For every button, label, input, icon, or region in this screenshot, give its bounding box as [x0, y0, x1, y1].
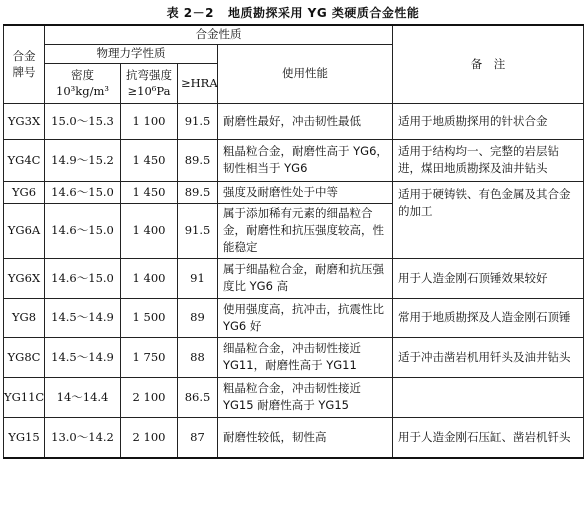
hra-cell: 89.5 [178, 181, 218, 203]
density-cell: 15.0～15.3 [45, 103, 121, 139]
grade-cell: YG6 [4, 181, 45, 203]
remarks-cell [393, 377, 584, 417]
remarks-cell: 常用于地质勘探及人造金刚石顶锤 [393, 298, 584, 337]
grade-cell: YG4C [4, 139, 45, 181]
strength-cell: 1 450 [121, 139, 178, 181]
remarks-cell: 适于冲击凿岩机用钎头及油井钻头 [393, 337, 584, 377]
table-row [4, 103, 584, 139]
grade-cell: YG8C [4, 337, 45, 377]
header-grade: 合金 牌号 [4, 25, 45, 103]
strength-cell: 1 500 [121, 298, 178, 337]
table-row [4, 258, 584, 298]
remarks-cell: 适用于硬铸铁、有色金属及其合金的加工 [393, 181, 584, 258]
density-cell: 14.5～14.9 [45, 298, 121, 337]
hra-cell: 87 [178, 417, 218, 458]
performance-cell: 使用强度高，抗冲击，抗震性比 YG6 好 [218, 298, 393, 337]
table-title: 地质勘探采用 YG 类硬质合金性能 [227, 6, 420, 20]
performance-cell: 耐磨性最好，冲击韧性最低 [218, 103, 393, 139]
remarks-cell: 用于人造金刚石顶锤效果较好 [393, 258, 584, 298]
performance-cell: 属于添加稀有元素的细晶粒合金，耐磨性和抗压强度较高，性能稳定 [218, 203, 393, 258]
hra-cell: 88 [178, 337, 218, 377]
table-caption [0, 4, 586, 21]
header-remarks: 备 注 [393, 25, 584, 103]
grade-cell: YG11C [4, 377, 45, 417]
strength-cell: 2 100 [121, 377, 178, 417]
table-row [4, 181, 584, 203]
performance-cell: 粗晶粒合金，冲击韧性接近 YG15 耐磨性高于 YG15 [218, 377, 393, 417]
performance-cell: 耐磨性较低，韧性高 [218, 417, 393, 458]
density-cell: 14.6～15.0 [45, 203, 121, 258]
remarks-cell: 用于人造金刚石压缸、凿岩机钎头 [393, 417, 584, 458]
header-alloy-properties: 合金性质 [45, 25, 393, 44]
grade-cell: YG6A [4, 203, 45, 258]
header-performance: 使用性能 [218, 44, 393, 103]
density-cell: 13.0～14.2 [45, 417, 121, 458]
performance-cell: 粗晶粒合金，耐磨性高于 YG6，韧性相当于 YG6 [218, 139, 393, 181]
strength-cell: 2 100 [121, 417, 178, 458]
header-hra: ≥HRA [178, 63, 218, 103]
strength-cell: 1 450 [121, 181, 178, 203]
hra-cell: 89.5 [178, 139, 218, 181]
table-row [4, 337, 584, 377]
header-bending-strength: 抗弯强度 ≥10⁶Pa [121, 63, 178, 103]
remarks-cell: 适用于地质勘探用的针状合金 [393, 103, 584, 139]
grade-cell: YG15 [4, 417, 45, 458]
performance-cell: 强度及耐磨性处于中等 [218, 181, 393, 203]
strength-cell: 1 100 [121, 103, 178, 139]
hra-cell: 89 [178, 298, 218, 337]
hra-cell: 86.5 [178, 377, 218, 417]
header-physical-mechanical: 物理力学性质 [45, 44, 218, 63]
density-cell: 14.5～14.9 [45, 337, 121, 377]
density-cell: 14.6～15.0 [45, 258, 121, 298]
table-row [4, 139, 584, 181]
performance-cell: 属于细晶粒合金，耐磨和抗压强度比 YG6 高 [218, 258, 393, 298]
header-density: 密度 10³kg/m³ [45, 63, 121, 103]
strength-cell: 1 400 [121, 258, 178, 298]
hra-cell: 91.5 [178, 203, 218, 258]
table-row [4, 417, 584, 458]
density-cell: 14～14.4 [45, 377, 121, 417]
hra-cell: 91.5 [178, 103, 218, 139]
alloy-properties-table [3, 24, 584, 459]
performance-cell: 细晶粒合金，冲击韧性接近 YG11，耐磨性高于 YG11 [218, 337, 393, 377]
strength-cell: 1 750 [121, 337, 178, 377]
density-cell: 14.6～15.0 [45, 181, 121, 203]
table-row [4, 377, 584, 417]
table-number: 表 2－2 [166, 6, 214, 20]
hra-cell: 91 [178, 258, 218, 298]
density-cell: 14.9～15.2 [45, 139, 121, 181]
grade-cell: YG8 [4, 298, 45, 337]
remarks-cell: 适用于结构均一、完整的岩层钻进，煤田地质勘探及油井钻头 [393, 139, 584, 181]
table-row [4, 298, 584, 337]
strength-cell: 1 400 [121, 203, 178, 258]
grade-cell: YG3X [4, 103, 45, 139]
grade-cell: YG6X [4, 258, 45, 298]
